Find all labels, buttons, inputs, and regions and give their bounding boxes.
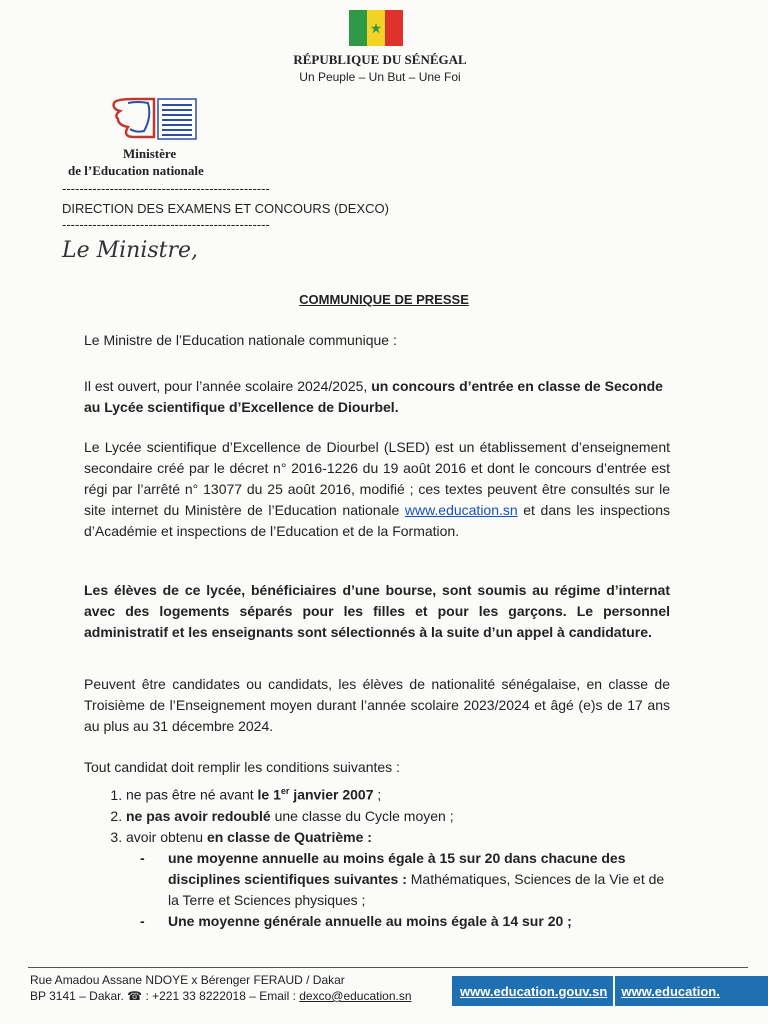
condition-1-date-day: le 1 (257, 786, 281, 803)
subcondition-2-bold: Une moyenne générale annuelle au moins égale à 14 sur 20 ; (168, 912, 572, 929)
footer-contact-text: BP 3141 – Dakar. ☎ : +221 33 8222018 – Email : (30, 989, 300, 1003)
condition-1-end: ; (373, 786, 382, 803)
ministry-logo (108, 97, 198, 141)
subcondition-1-bold: une moyenne annuelle au moins égale à 15 sur 20 dans chacune des disciplines scientifiques suivantes : (168, 849, 626, 887)
paragraph-competition-bold: un concours d’entrée en classe de Seconde au Lycée scientifique d’Excellence de Diourbel. (84, 378, 663, 415)
footer-website-band (452, 976, 768, 1006)
condition-1-date-sup: er (280, 786, 290, 796)
national-motto: Un Peuple – Un But – Une Foi (299, 70, 461, 84)
condition-2-bold: ne pas avoir redoublé (126, 807, 271, 824)
flag-red-band (385, 10, 403, 46)
condition-2-text: une classe du Cycle moyen ; (270, 807, 454, 824)
footer-band-separator (613, 976, 615, 1006)
paragraph-lsed (84, 437, 670, 542)
minister-heading: Le Ministre, (62, 238, 199, 263)
subcondition-1 (140, 848, 670, 911)
footer-address: Rue Amadou Assane NDOYE x Bérenger FERAUD / Dakar (30, 973, 345, 987)
condition-1 (126, 781, 670, 806)
ministry-name-line1: Ministère (123, 146, 177, 161)
condition-3 (126, 827, 670, 848)
ministry-name-line2: de l’Education nationale (68, 163, 204, 178)
paragraph-lsed-text: Le Lycée scientifique d’Excellence de Diourbel (LSED) est un établissement d’enseignement secondaire créé par le décret n° 2016-1226 du 19 août 2016 et dont le concours d’entrée est régi par l’arrêté n° 13077 du 25 août 2016, modifié ; ces textes peuvent être consultés sur le site internet du Ministère de l’Education nationale (84, 439, 670, 518)
subcondition-1-text: Mathématiques, Sciences de la Vie et de la Terre et Sciences physiques ; (168, 870, 665, 908)
direction-name: DIRECTION DES EXAMENS ET CONCOURS (DEXCO) (62, 201, 389, 216)
footer-site-link-2[interactable]: www.education. (621, 983, 720, 999)
condition-1-text: ne pas être né avant (126, 786, 258, 803)
star-icon: ★ (369, 20, 383, 36)
republic-heading: RÉPUBLIQUE DU SÉNÉGAL (293, 52, 467, 67)
condition-3-text: avoir obtenu (126, 828, 207, 845)
paragraph-competition (84, 376, 670, 418)
dashed-separator-top: ------------------------------------------------ (62, 181, 270, 196)
dashed-separator-bottom: ------------------------------------------------ (62, 217, 270, 232)
footer-site-link-1[interactable]: www.education.gouv.sn (460, 983, 608, 999)
footer-rule (28, 967, 748, 968)
flag-yellow-band (367, 10, 385, 46)
footer-email-link[interactable]: dexco@education.sn (299, 989, 412, 1003)
condition-2 (126, 806, 670, 827)
press-release-title: COMMUNIQUE DE PRESSE (299, 292, 469, 307)
subcondition-2 (140, 911, 670, 932)
condition-1-date-rest: janvier 2007 (289, 786, 374, 803)
paragraph-lsed-tail: et dans les inspections d’Académie et inspections de l’Education et de la Formation. (84, 502, 671, 539)
footer-contact (30, 989, 412, 1003)
condition-3-bold: en classe de Quatrième : (206, 828, 372, 845)
conditions-intro: Tout candidat doit remplir les conditions suivantes : (84, 759, 400, 775)
condition-3-sublist (104, 848, 670, 932)
conditions-list (104, 781, 670, 932)
subcondition-1-dash: - (140, 849, 145, 866)
education-website-link[interactable]: www.education.sn (404, 502, 518, 518)
paragraph-competition-text: Il est ouvert, pour l’année scolaire 2024/2025, (84, 378, 372, 394)
paragraph-eligibility: Peuvent être candidates ou candidats, les élèves de nationalité sénégalaise, en classe de Troisième de l’Enseignement moyen durant l’année scolaire 2023/2024 et âgé (e)s de 17 ans au plus au 31 décembre 2024. (84, 676, 670, 734)
paragraph-boarding: Les élèves de ce lycée, bénéficiaires d’une bourse, sont soumis au régime d’internat avec des logements séparés pour les filles et pour les garçons. Le personnel administratif et les enseignants sont sélectionnés à la suite d’un appel à candidature. (84, 582, 670, 640)
senegal-flag (349, 10, 403, 46)
subcondition-2-dash: - (140, 912, 145, 929)
intro-paragraph: Le Ministre de l’Education nationale communique : (84, 332, 397, 348)
flag-green-band (349, 10, 367, 46)
